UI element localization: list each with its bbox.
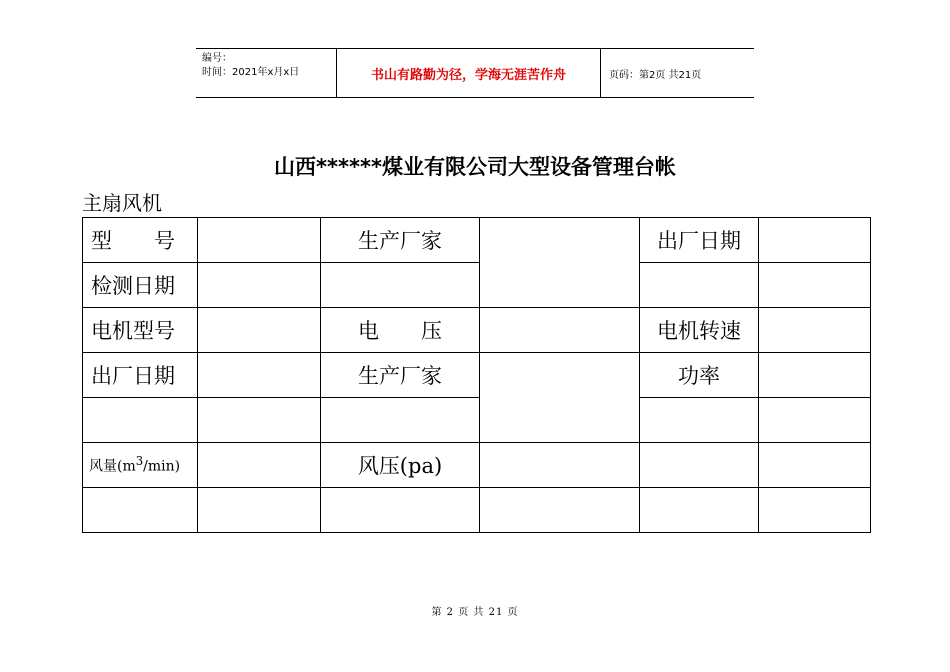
document-header [196, 48, 754, 98]
label-air-volume [83, 443, 198, 488]
label-motor-model: 电机型号 [83, 308, 198, 353]
table-cell [640, 488, 759, 533]
table-cell [759, 488, 871, 533]
table-cell [759, 353, 871, 398]
table-cell [640, 263, 759, 308]
label-production-date: 出厂日期 [640, 218, 759, 263]
table-cell [198, 488, 321, 533]
table-cell [640, 398, 759, 443]
merged-cell [480, 218, 640, 308]
table-cell [198, 308, 321, 353]
value-production-date [759, 218, 871, 263]
table-row [83, 263, 871, 308]
label-power: 功率 [640, 353, 759, 398]
table-cell [198, 263, 321, 308]
table-cell [198, 443, 321, 488]
header-number: 编号： [202, 53, 232, 64]
table-cell [480, 488, 640, 533]
document-title: 山西******煤业有限公司大型设备管理台帐 [274, 155, 676, 179]
table-row [83, 443, 871, 488]
label-voltage: 电 压 [321, 308, 480, 353]
table-cell [83, 488, 198, 533]
table-cell [759, 398, 871, 443]
table-cell [759, 443, 871, 488]
header-motto: 书山有路勤为径，学海无涯苦作舟 [337, 49, 601, 97]
header-meta [196, 49, 337, 97]
table-row [83, 308, 871, 353]
label-model: 型 号 [83, 218, 198, 263]
merged-cell [480, 353, 640, 443]
table-cell [640, 443, 759, 488]
page-footer: 第 2 页 共 21 页 [431, 607, 519, 618]
table-cell [198, 398, 321, 443]
air-volume-unit: /min) [143, 458, 181, 475]
section-subtitle: 主扇风机 [82, 191, 162, 215]
equipment-ledger-table [82, 217, 871, 533]
table-cell [480, 443, 640, 488]
label-motor-manufacturer: 生产厂家 [321, 353, 480, 398]
table-cell [480, 308, 640, 353]
label-air-pressure: 风压(pa) [321, 443, 480, 488]
header-time: 时间：2021年x月x日 [202, 67, 300, 78]
table-cell [321, 263, 480, 308]
label-motor-speed: 电机转速 [640, 308, 759, 353]
label-inspection-date: 检测日期 [83, 263, 198, 308]
table-cell [83, 398, 198, 443]
table-cell [321, 398, 480, 443]
label-manufacturer: 生产厂家 [321, 218, 480, 263]
table-cell [321, 488, 480, 533]
table-cell [198, 353, 321, 398]
table-row [83, 353, 871, 398]
table-row [83, 218, 871, 263]
label-motor-production-date: 出厂日期 [83, 353, 198, 398]
table-cell [759, 263, 871, 308]
air-volume-superscript: 3 [135, 454, 144, 469]
table-cell [759, 308, 871, 353]
table-row [83, 398, 871, 443]
value-model [198, 218, 321, 263]
table-row [83, 488, 871, 533]
air-volume-text: 风量(m [89, 458, 136, 475]
header-page-number: 页码：第2页 共21页 [609, 69, 702, 81]
